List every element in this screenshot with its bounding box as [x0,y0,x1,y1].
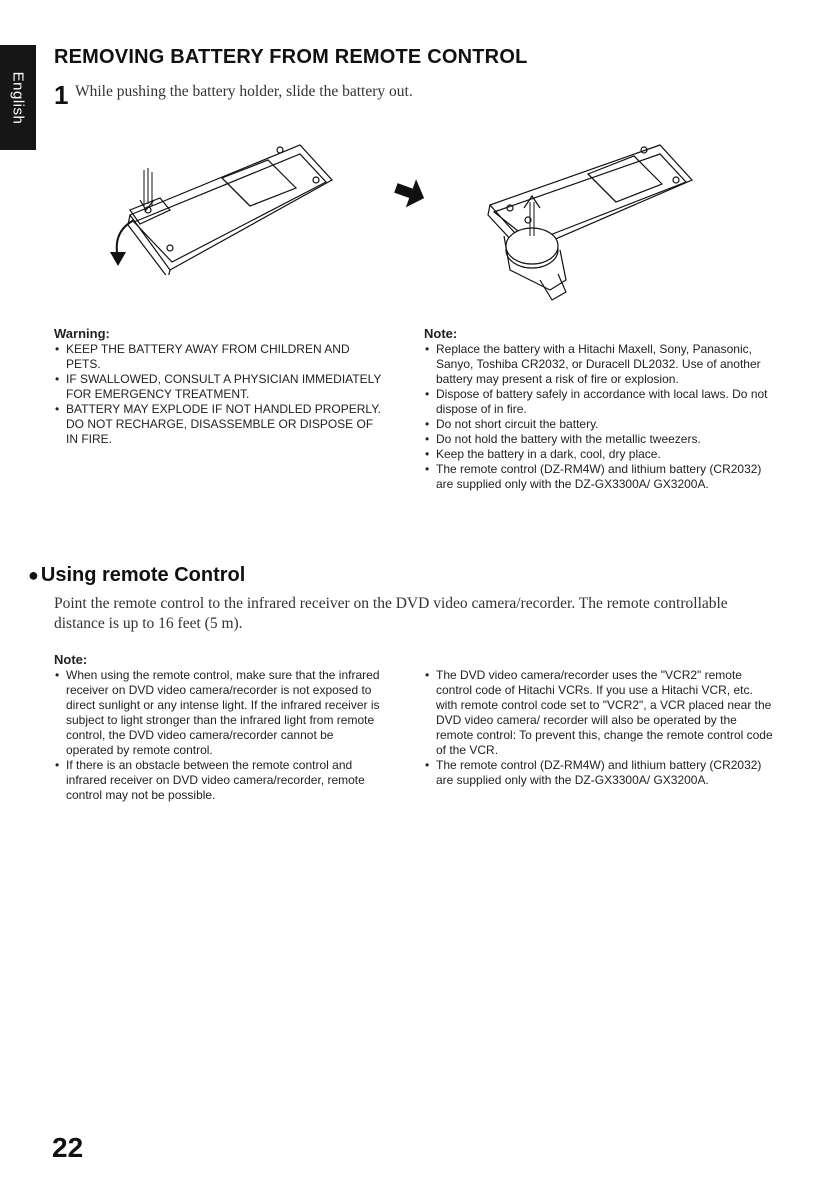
note-heading: Note: [54,652,88,667]
note-item: • The DVD video camera/recorder uses the "VCR2" remote control code of Hitachi VCRs. If you use a Hitachi VCR, etc. with remote control code set to "VCR2", a VCR placed near the DVD video camera/ recorder will also be operated by the remote control: To prevent this, change the remote control code of the VCR. [424,668,774,758]
note-item: • The remote control (DZ-RM4W) and lithium battery (CR2032) are supplied only with the DZ-GX3300A/ GX3200A. [424,758,774,788]
language-tab-label: English [9,71,27,124]
language-tab [0,45,36,150]
section-heading [28,564,245,587]
step-number: 1 [54,80,69,110]
section-paragraph: Point the remote control to the infrared receiver on the DVD video camera/recorder. The remote controllable distance is up to 16 feet (5 m). [54,595,728,632]
usage-note-left [54,652,384,803]
note-item: • The remote control (DZ-RM4W) and lithium battery (CR2032) are supplied only with the DZ-GX3300A/ GX3200A. [424,462,774,492]
warning-item: • KEEP THE BATTERY AWAY FROM CHILDREN AND PETS. [54,342,384,372]
note-item: • Dispose of battery safely in accordance with local laws. Do not dispose of in fire. [424,387,774,417]
usage-note-right [424,668,774,788]
right-arrow-icon [393,176,427,210]
note-item: • If there is an obstacle between the remote control and infrared receiver on DVD video camera/recorder, remote control may not be possible. [54,758,384,803]
battery-note-block [424,326,774,492]
page-title: REMOVING BATTERY FROM REMOTE CONTROL [54,46,528,68]
page-number: 22 [52,1132,84,1163]
warning-item: • IF SWALLOWED, CONSULT A PHYSICIAN IMMEDIATELY FOR EMERGENCY TREATMENT. [54,372,384,402]
warning-block [54,326,384,447]
section-bullet: ● [28,565,39,585]
note-item: • Keep the battery in a dark, cool, dry place. [424,447,774,462]
step-1 [54,80,414,110]
warning-item: • BATTERY MAY EXPLODE IF NOT HANDLED PROPERLY. DO NOT RECHARGE, DISASSEMBLE OR DISPOSE OF IN FIRE. [54,402,384,447]
note-item: • Do not short circuit the battery. [424,417,774,432]
remote-battery-push-illustration [100,140,340,275]
section-title: Using remote Control [40,564,246,586]
warning-heading: Warning: [54,326,110,341]
remote-battery-removed-illustration [470,140,700,305]
note-heading: Note: [424,326,458,341]
note-item: • Do not hold the battery with the metallic tweezers. [424,432,774,447]
note-item: • When using the remote control, make sure that the infrared receiver on DVD video camera/recorder is not exposed to direct sunlight or any intense light. If the infrared receiver is subject to light stronger than the infrared light from remote control, the DVD video camera/recorder cannot be operated by remote control. [54,668,384,758]
step-text: While pushing the battery holder, slide the battery out. [75,83,413,100]
note-item: • Replace the battery with a Hitachi Maxell, Sony, Panasonic, Sanyo, Toshiba CR2032, or Duracell DL2032. Use of another battery may present a risk of fire or explosion. [424,342,774,387]
